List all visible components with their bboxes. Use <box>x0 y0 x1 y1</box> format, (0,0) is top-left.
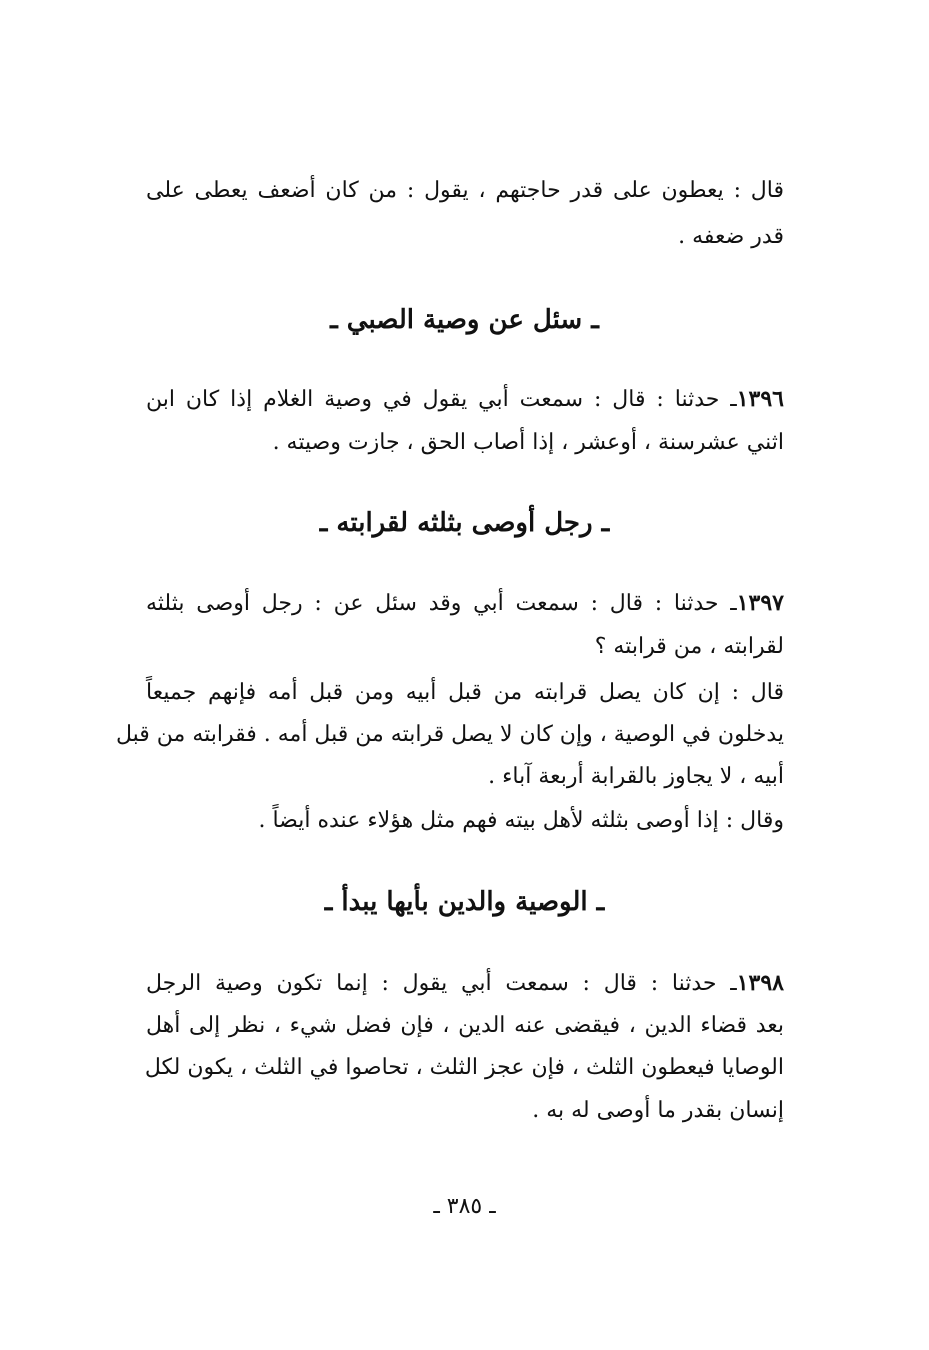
entry-number: ١٣٩٧ <box>736 590 784 616</box>
answer-line: وقال : إذا أوصى بثلثه لأهل بيته فهم مثل هؤلاء عنده أيضاً . <box>258 808 784 833</box>
answer-line: قال : إن كان يصل قرابته من قبل أبيه ومن قبل أمه فإنهم جميعاً <box>146 680 784 705</box>
page-number: ـ ٣٨٥ ـ <box>433 1194 496 1219</box>
entry-line: لقرابته ، من قرابته ؟ <box>594 634 784 659</box>
section-heading: ـ سئل عن وصية الصبي ـ <box>330 305 599 335</box>
entry-number: ١٣٩٨ <box>736 970 784 996</box>
entry-text: ـ حدثنا : قال : سمعت أبي يقول : إنما تكون وصية الرجل <box>146 971 737 996</box>
paragraph-line: قال : يعطون على قدر حاجتهم ، يقول : من كان أضعف يعطى على <box>146 178 784 203</box>
entry-line <box>146 384 784 415</box>
entry-line: إنسان بقدر ما أوصى له به . <box>532 1098 784 1123</box>
entry-line: اثني عشرسنة ، أوعشر ، إذا أصاب الحق ، جازت وصيته . <box>272 430 784 455</box>
paragraph-line: قدر ضعفه . <box>678 224 784 249</box>
entry-number: ١٣٩٦ <box>736 386 784 412</box>
entry-text: ـ حدثنا : قال : سمعت أبي وقد سئل عن : رجل أوصى بثلثه <box>146 591 737 616</box>
section-heading: ـ رجل أوصى بثلثه لقرابته ـ <box>319 508 610 538</box>
answer-line: أبيه ، لا يجاوز بالقرابة أربعة آباء . <box>488 764 784 789</box>
entry-line: الوصايا فيعطون الثلث ، فإن عجز الثلث ، تحاصوا في الثلث ، يكون لكل <box>144 1055 784 1080</box>
entry-line <box>146 588 784 619</box>
entry-line <box>146 968 784 999</box>
answer-line: يدخلون في الوصية ، وإن كان لا يصل قرابته من قبل أمه . فقرابته من قبل <box>115 722 784 747</box>
entry-line: بعد قضاء الدين ، فيقضى عنه الدين ، فإن فضل شيء ، نظر إلى أهل <box>146 1013 784 1038</box>
entry-text: ـ حدثنا : قال : سمعت أبي يقول في وصية الغلام إذا كان ابن <box>146 387 737 412</box>
section-heading: ـ الوصية والدين بأيها يبدأ ـ <box>324 887 605 917</box>
